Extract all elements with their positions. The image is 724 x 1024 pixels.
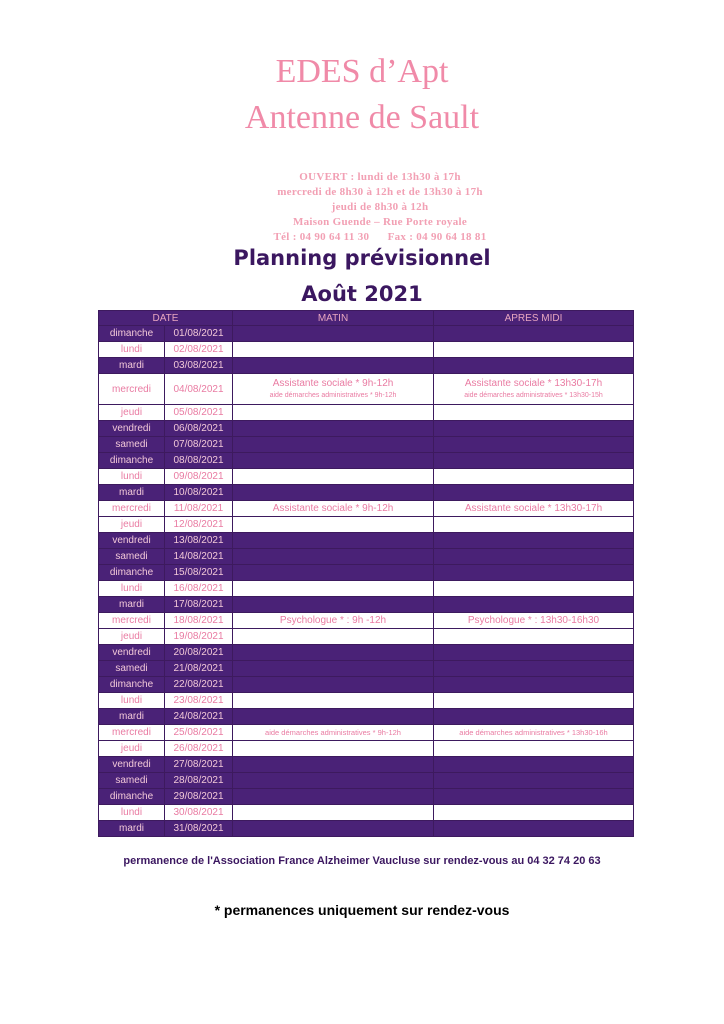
matin-activity: Assistante sociale * 9h-12h	[272, 377, 394, 389]
table-row	[99, 326, 634, 342]
row-day: dimanche	[99, 326, 165, 342]
row-date: 03/08/2021	[165, 358, 233, 374]
row-date: 11/08/2021	[165, 501, 233, 517]
row-apres-midi	[434, 725, 634, 741]
row-day: dimanche	[99, 565, 165, 581]
row-apres-midi	[434, 597, 634, 613]
schedule-body	[99, 326, 634, 837]
row-apres-midi	[434, 485, 634, 501]
row-date: 21/08/2021	[165, 661, 233, 677]
table-row	[99, 741, 634, 757]
table-row	[99, 789, 634, 805]
matin-activity: Assistante sociale * 9h-12h	[272, 503, 394, 514]
row-matin	[233, 501, 434, 517]
row-apres-midi	[434, 741, 634, 757]
row-matin	[233, 741, 434, 757]
row-day: mercredi	[99, 725, 165, 741]
row-day: vendredi	[99, 757, 165, 773]
row-matin	[233, 517, 434, 533]
row-matin	[233, 549, 434, 565]
row-apres-midi	[434, 677, 634, 693]
row-day: mercredi	[99, 613, 165, 629]
apres-midi-activity: Assistante sociale * 13h30-17h	[464, 503, 603, 514]
table-row	[99, 501, 634, 517]
row-date: 26/08/2021	[165, 741, 233, 757]
row-matin	[233, 613, 434, 629]
row-apres-midi	[434, 581, 634, 597]
table-row	[99, 485, 634, 501]
row-day: samedi	[99, 437, 165, 453]
planning-month: Août 2021	[301, 282, 423, 306]
row-day: jeudi	[99, 405, 165, 421]
table-row	[99, 374, 634, 405]
row-date: 29/08/2021	[165, 789, 233, 805]
row-apres-midi	[434, 661, 634, 677]
row-day: vendredi	[99, 645, 165, 661]
matin-activity: Psychologue * : 9h -12h	[279, 615, 387, 626]
row-matin	[233, 581, 434, 597]
row-day: lundi	[99, 581, 165, 597]
row-date: 16/08/2021	[165, 581, 233, 597]
row-day: dimanche	[99, 453, 165, 469]
row-matin	[233, 453, 434, 469]
row-matin	[233, 374, 434, 405]
row-day: samedi	[99, 549, 165, 565]
row-day: samedi	[99, 661, 165, 677]
row-apres-midi	[434, 613, 634, 629]
table-row	[99, 358, 634, 374]
row-day: mardi	[99, 485, 165, 501]
row-day: mercredi	[99, 374, 165, 405]
apres-midi-activity: aide démarches administratives * 13h30-16h	[459, 728, 608, 737]
row-matin	[233, 342, 434, 358]
row-apres-midi	[434, 421, 634, 437]
row-matin	[233, 677, 434, 693]
row-date: 14/08/2021	[165, 549, 233, 565]
row-day: vendredi	[99, 533, 165, 549]
title-edes: EDES d’Apt	[275, 53, 449, 90]
row-matin	[233, 693, 434, 709]
row-apres-midi	[434, 501, 634, 517]
row-apres-midi	[434, 645, 634, 661]
row-date: 30/08/2021	[165, 805, 233, 821]
table-row	[99, 629, 634, 645]
row-apres-midi	[434, 565, 634, 581]
row-date: 31/08/2021	[165, 821, 233, 837]
row-day: mardi	[99, 709, 165, 725]
row-day: jeudi	[99, 629, 165, 645]
row-apres-midi	[434, 405, 634, 421]
row-apres-midi	[434, 453, 634, 469]
table-row	[99, 421, 634, 437]
table-row	[99, 549, 634, 565]
row-matin	[233, 437, 434, 453]
row-date: 24/08/2021	[165, 709, 233, 725]
table-row	[99, 709, 634, 725]
row-day: lundi	[99, 693, 165, 709]
row-matin	[233, 757, 434, 773]
row-date: 10/08/2021	[165, 485, 233, 501]
row-matin	[233, 725, 434, 741]
table-row	[99, 821, 634, 837]
row-day: mardi	[99, 821, 165, 837]
matin-activity-2: aide démarches administratives * 9h-12h	[269, 391, 397, 399]
row-date: 02/08/2021	[165, 342, 233, 358]
row-matin	[233, 326, 434, 342]
hours-line: mercredi de 8h30 à 12h et de 13h30 à 17h	[277, 186, 483, 198]
table-row	[99, 757, 634, 773]
table-row	[99, 805, 634, 821]
row-apres-midi	[434, 821, 634, 837]
row-date: 04/08/2021	[165, 374, 233, 405]
row-matin	[233, 805, 434, 821]
table-row	[99, 661, 634, 677]
table-row	[99, 645, 634, 661]
header-matin: MATIN	[233, 311, 434, 326]
table-row	[99, 613, 634, 629]
table-row	[99, 677, 634, 693]
table-row	[99, 597, 634, 613]
row-date: 20/08/2021	[165, 645, 233, 661]
row-day: mardi	[99, 358, 165, 374]
row-date: 01/08/2021	[165, 326, 233, 342]
row-day: lundi	[99, 469, 165, 485]
apres-midi-activity-2: aide démarches administratives * 13h30-15h	[464, 391, 603, 399]
row-matin	[233, 629, 434, 645]
table-row	[99, 405, 634, 421]
row-matin	[233, 709, 434, 725]
appointment-note: * permanences uniquement sur rendez-vous	[214, 902, 510, 918]
row-apres-midi	[434, 326, 634, 342]
table-row	[99, 725, 634, 741]
row-apres-midi	[434, 342, 634, 358]
header-apres-midi: APRES MIDI	[434, 311, 634, 326]
row-apres-midi	[434, 469, 634, 485]
row-matin	[233, 421, 434, 437]
row-apres-midi	[434, 358, 634, 374]
address-line: Maison Guende – Rue Porte royale	[292, 216, 468, 228]
row-apres-midi	[434, 757, 634, 773]
row-day: jeudi	[99, 741, 165, 757]
row-apres-midi	[434, 549, 634, 565]
row-apres-midi	[434, 374, 634, 405]
row-apres-midi	[434, 693, 634, 709]
row-apres-midi	[434, 789, 634, 805]
planning-title: Planning prévisionnel	[233, 246, 491, 270]
row-apres-midi	[434, 533, 634, 549]
table-row	[99, 517, 634, 533]
row-matin	[233, 821, 434, 837]
hours-line: jeudi de 8h30 à 12h	[331, 201, 429, 213]
row-date: 09/08/2021	[165, 469, 233, 485]
alzheimer-notice: permanence de l'Association France Alzheimer Vaucluse sur rendez-vous au 04 32 74 20 63	[123, 855, 601, 867]
table-row	[99, 453, 634, 469]
table-header-row	[99, 311, 634, 326]
row-apres-midi	[434, 773, 634, 789]
header-date: DATE	[99, 311, 233, 326]
row-matin	[233, 565, 434, 581]
row-date: 25/08/2021	[165, 725, 233, 741]
row-date: 28/08/2021	[165, 773, 233, 789]
contact-line: Tél : 04 90 64 11 30 Fax : 04 90 64 18 81	[273, 231, 487, 243]
table-row	[99, 469, 634, 485]
table-row	[99, 437, 634, 453]
table-row	[99, 773, 634, 789]
row-date: 22/08/2021	[165, 677, 233, 693]
schedule-table	[98, 310, 634, 837]
row-date: 05/08/2021	[165, 405, 233, 421]
row-day: mardi	[99, 597, 165, 613]
table-row	[99, 342, 634, 358]
row-matin	[233, 358, 434, 374]
row-apres-midi	[434, 437, 634, 453]
row-date: 17/08/2021	[165, 597, 233, 613]
apres-midi-activity: Assistante sociale * 13h30-17h	[464, 377, 603, 389]
row-day: jeudi	[99, 517, 165, 533]
row-date: 27/08/2021	[165, 757, 233, 773]
row-matin	[233, 789, 434, 805]
apres-midi-activity: Psychologue * : 13h30-16h30	[467, 615, 600, 626]
row-date: 08/08/2021	[165, 453, 233, 469]
row-day: lundi	[99, 342, 165, 358]
row-date: 12/08/2021	[165, 517, 233, 533]
row-date: 19/08/2021	[165, 629, 233, 645]
row-apres-midi	[434, 517, 634, 533]
row-matin	[233, 773, 434, 789]
row-matin	[233, 533, 434, 549]
row-date: 13/08/2021	[165, 533, 233, 549]
row-matin	[233, 645, 434, 661]
row-day: dimanche	[99, 789, 165, 805]
opening-hours	[0, 170, 724, 245]
row-date: 15/08/2021	[165, 565, 233, 581]
matin-activity: aide démarches administratives * 9h-12h	[265, 728, 401, 737]
hours-line: OUVERT : lundi de 13h30 à 17h	[299, 171, 461, 183]
row-apres-midi	[434, 629, 634, 645]
row-day: lundi	[99, 805, 165, 821]
row-day: vendredi	[99, 421, 165, 437]
row-date: 18/08/2021	[165, 613, 233, 629]
row-date: 07/08/2021	[165, 437, 233, 453]
row-day: mercredi	[99, 501, 165, 517]
row-matin	[233, 597, 434, 613]
row-day: samedi	[99, 773, 165, 789]
row-apres-midi	[434, 805, 634, 821]
row-matin	[233, 405, 434, 421]
row-apres-midi	[434, 709, 634, 725]
title-antenne: Antenne de Sault	[244, 99, 480, 136]
table-row	[99, 581, 634, 597]
row-date: 06/08/2021	[165, 421, 233, 437]
table-row	[99, 565, 634, 581]
table-row	[99, 533, 634, 549]
table-row	[99, 693, 634, 709]
row-date: 23/08/2021	[165, 693, 233, 709]
row-matin	[233, 661, 434, 677]
row-day: dimanche	[99, 677, 165, 693]
row-matin	[233, 469, 434, 485]
row-matin	[233, 485, 434, 501]
